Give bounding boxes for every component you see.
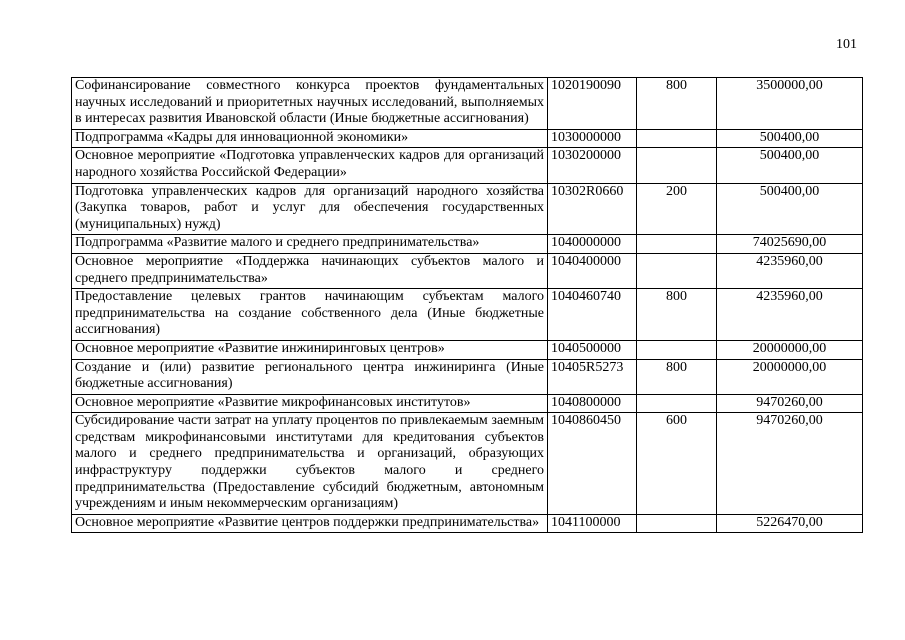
row-code-cell: 1040860450 bbox=[548, 413, 637, 515]
row-code-cell: 1020190090 bbox=[548, 78, 637, 130]
table-row bbox=[72, 289, 863, 341]
table-row bbox=[72, 78, 863, 130]
row-type-cell: 800 bbox=[637, 359, 717, 394]
row-code-cell: 1030000000 bbox=[548, 129, 637, 148]
row-code-cell: 1040460740 bbox=[548, 289, 637, 341]
row-name-cell: Подпрограмма «Кадры для инновационной экономики» bbox=[72, 129, 548, 148]
row-type-cell bbox=[637, 148, 717, 183]
row-sum-cell: 4235960,00 bbox=[717, 253, 863, 288]
row-sum-cell: 3500000,00 bbox=[717, 78, 863, 130]
row-sum-cell: 74025690,00 bbox=[717, 235, 863, 254]
row-code-cell: 10405R5273 bbox=[548, 359, 637, 394]
row-sum-cell: 5226470,00 bbox=[717, 514, 863, 533]
row-name-cell: Основное мероприятие «Поддержка начинающих субъектов малого и среднего предпринимательства» bbox=[72, 253, 548, 288]
row-type-cell bbox=[637, 235, 717, 254]
row-sum-cell: 4235960,00 bbox=[717, 289, 863, 341]
row-code-cell: 1040000000 bbox=[548, 235, 637, 254]
row-sum-cell: 9470260,00 bbox=[717, 413, 863, 515]
row-type-cell bbox=[637, 340, 717, 359]
row-type-cell: 800 bbox=[637, 289, 717, 341]
table-row bbox=[72, 340, 863, 359]
row-name-cell: Основное мероприятие «Развитие микрофинансовых институтов» bbox=[72, 394, 548, 413]
row-name-cell: Создание и (или) развитие регионального центра инжиниринга (Иные бюджетные ассигнования) bbox=[72, 359, 548, 394]
row-name-cell: Подготовка управленческих кадров для организаций народного хозяйства (Закупка товаров, работ и услуг для обеспечения государственных (муниципальных) нужд) bbox=[72, 183, 548, 235]
row-name-cell: Софинансирование совместного конкурса проектов фундаментальных научных исследований и приоритетных научных исследований, выполняемых в интересах развития Ивановской области (Иные бюджетные ассигнования) bbox=[72, 78, 548, 130]
table-row bbox=[72, 413, 863, 515]
table-row bbox=[72, 183, 863, 235]
row-code-cell: 10302R0660 bbox=[548, 183, 637, 235]
row-sum-cell: 20000000,00 bbox=[717, 340, 863, 359]
row-sum-cell: 500400,00 bbox=[717, 148, 863, 183]
row-type-cell: 600 bbox=[637, 413, 717, 515]
page-number: 101 bbox=[836, 37, 857, 52]
row-sum-cell: 500400,00 bbox=[717, 183, 863, 235]
table-row bbox=[72, 235, 863, 254]
row-code-cell: 1040800000 bbox=[548, 394, 637, 413]
row-type-cell: 200 bbox=[637, 183, 717, 235]
row-sum-cell: 20000000,00 bbox=[717, 359, 863, 394]
row-type-cell bbox=[637, 129, 717, 148]
row-name-cell: Основное мероприятие «Развитие центров поддержки предпринимательства» bbox=[72, 514, 548, 533]
table-row bbox=[72, 394, 863, 413]
table-row bbox=[72, 148, 863, 183]
row-code-cell: 1030200000 bbox=[548, 148, 637, 183]
row-name-cell: Основное мероприятие «Подготовка управленческих кадров для организаций народного хозяйства Российской Федерации» bbox=[72, 148, 548, 183]
budget-table bbox=[71, 77, 863, 533]
row-type-cell: 800 bbox=[637, 78, 717, 130]
row-name-cell: Субсидирование части затрат на уплату процентов по привлекаемым заемным средствам микрофинансовыми институтами для кредитования субъектов малого и среднего предпринимательства и организаций, образующих инфраструктуру поддержки субъектов малого и среднего предпринимательства (Предоставление субсидий бюджетным, автономным учреждениям и иным некоммерческим организациям) bbox=[72, 413, 548, 515]
row-sum-cell: 500400,00 bbox=[717, 129, 863, 148]
row-sum-cell: 9470260,00 bbox=[717, 394, 863, 413]
row-name-cell: Подпрограмма «Развитие малого и среднего предпринимательства» bbox=[72, 235, 548, 254]
table-row bbox=[72, 514, 863, 533]
table-row bbox=[72, 253, 863, 288]
row-code-cell: 1040500000 bbox=[548, 340, 637, 359]
row-code-cell: 1040400000 bbox=[548, 253, 637, 288]
row-type-cell bbox=[637, 514, 717, 533]
row-type-cell bbox=[637, 394, 717, 413]
table-row bbox=[72, 129, 863, 148]
table-row bbox=[72, 359, 863, 394]
row-type-cell bbox=[637, 253, 717, 288]
row-name-cell: Предоставление целевых грантов начинающим субъектам малого предпринимательства на создание собственного дела (Иные бюджетные ассигнования) bbox=[72, 289, 548, 341]
row-name-cell: Основное мероприятие «Развитие инжиниринговых центров» bbox=[72, 340, 548, 359]
row-code-cell: 1041100000 bbox=[548, 514, 637, 533]
